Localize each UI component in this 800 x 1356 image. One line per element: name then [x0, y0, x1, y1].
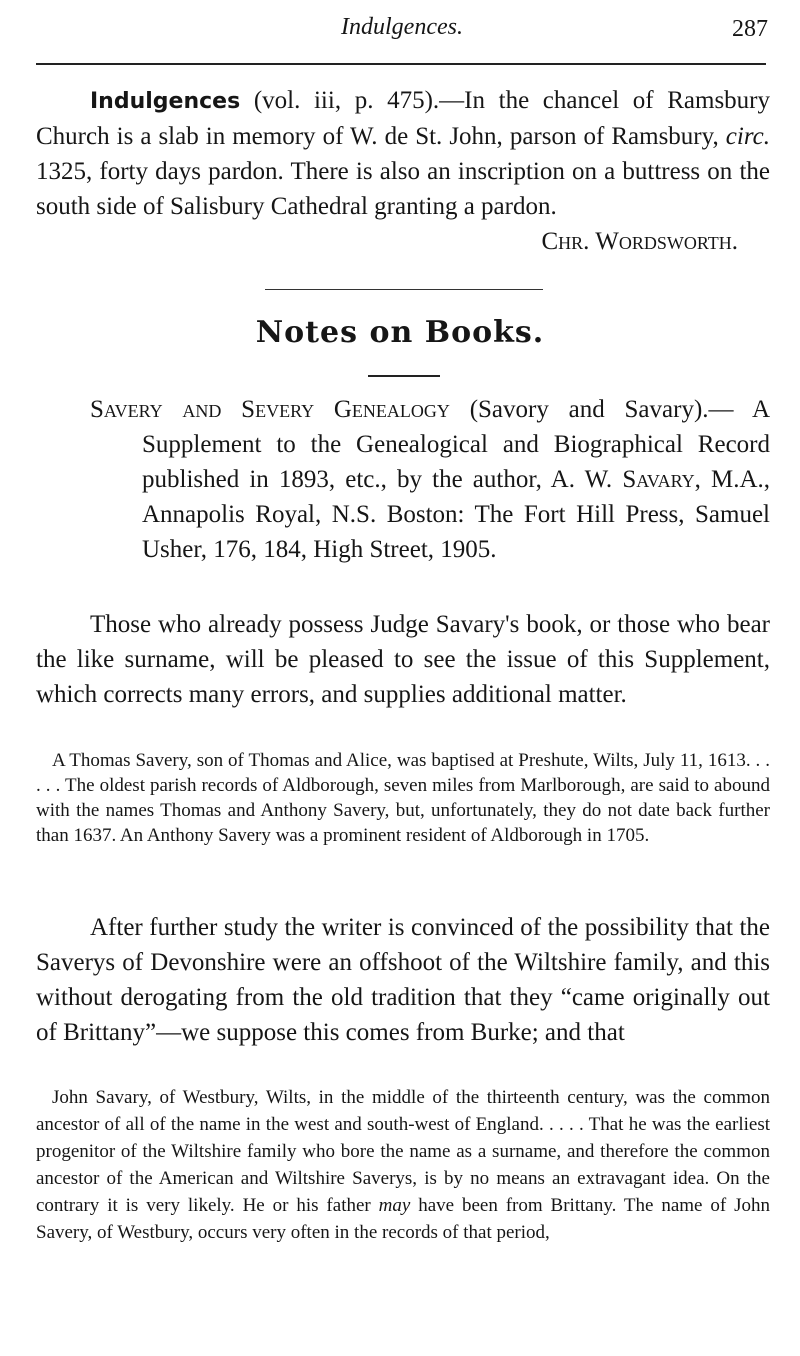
review-paragraph-2	[36, 910, 770, 1050]
quote-2-may: may	[378, 1195, 411, 1216]
page-number: 287	[732, 16, 768, 42]
entry-text: —In the chancel of Ramsbury Church is a slab in memory of W. de St. John, parson of Ramsbury,	[36, 87, 771, 150]
citation-title: Savery and Severy Genealogy	[90, 396, 450, 423]
quote-block-1	[36, 748, 770, 848]
citation-text	[90, 392, 770, 567]
citation-rest: , M.A., Annapolis Royal, N.S. Boston: The Fort Hill Press, Samuel Usher, 176, 184, High Street, 1905.	[142, 466, 770, 563]
running-head	[36, 14, 768, 48]
entry-paragraph	[36, 83, 771, 255]
quote-2-a: John Savary, of Westbury, Wilts, in the middle of the thirteenth century, was the common ancestor of all of the name in the west and south-west of England. . . . . That he was the earliest progenitor of the Wiltshire family who bore the name as a surname, and therefore the common ancestor of the American and Wiltshire Saverys, is by no means an extravagant idea. On the contrary it is very likely. He or his father	[36, 1087, 770, 1216]
book-citation	[90, 392, 770, 567]
review-paragraph-1	[36, 607, 770, 712]
quote-block-2	[36, 1084, 770, 1246]
indulgences-entry	[36, 83, 770, 259]
quote-2-b: have been from Brittany. The name of John Savery, of Westbury, occurs very often in the records of that period,	[36, 1195, 771, 1243]
entry-reference: (vol. iii, p. 475).	[253, 87, 440, 114]
quote-2	[36, 1084, 770, 1246]
entry-text-2: 1325, forty days pardon. There is also an inscription on a buttress on the south side of Salisbury Cathedral granting a pardon.	[36, 158, 770, 220]
entry-term: Indulgences	[90, 89, 241, 114]
quote-1: A Thomas Savery, son of Thomas and Alice, was baptised at Preshute, Wilts, July 11, 1613. . . . . . The oldest parish records of Aldborough, seven miles from Marlborough, are said to abound with the names Thomas and Anthony Savery, but, unfortunately, they do not date back further than 1637. An Anthony Savery was a prominent resident of Aldborough in 1705.	[36, 750, 770, 846]
citation-title-rest: (Savory and Savary).— A Supplement to the Genealogical and Biographical Record published in 1893, etc., by the author, A. W.	[142, 396, 770, 493]
title-rule	[368, 375, 440, 377]
running-title: Indulgences.	[341, 14, 463, 40]
entry-signature: Chr. Wordsworth.	[541, 228, 738, 255]
header-rule	[36, 63, 766, 65]
paragraph-2: After further study the writer is convinced of the possibility that the Saverys of Devonshire were an offshoot of the Wiltshire family, and this without derogating from the old tradition that they “came originally out of Brittany”—we suppose this comes from Burke; and that	[36, 914, 770, 1046]
citation-author: Savary	[622, 466, 695, 493]
entry-circ: circ.	[725, 123, 770, 150]
section-title: Notes on Books.	[255, 315, 545, 350]
section-separator	[265, 289, 543, 290]
paragraph-1: Those who already possess Judge Savary's book, or those who bear the like surname, will be pleased to see the issue of this Supplement, which corrects many errors, and supplies additional matter.	[36, 611, 770, 708]
